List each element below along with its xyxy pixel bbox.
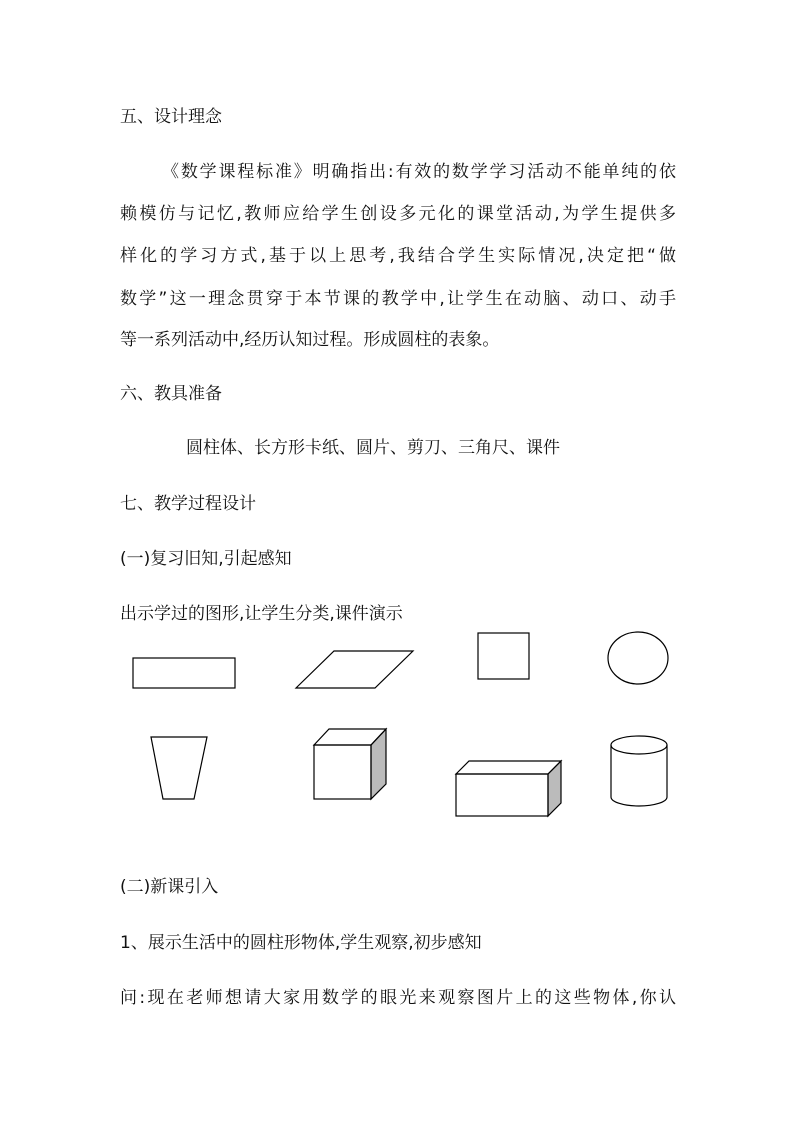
teacher-question: 问:现在老师想请大家用数学的眼光来观察图片上的这些物体,你认 [120, 988, 676, 1008]
subsection-heading-review: (一)复习旧知,引起感知 [120, 549, 292, 569]
new-lesson-item-1: 1、展示生活中的圆柱形物体,学生观察,初步感知 [120, 933, 482, 953]
paragraph-line: 赖模仿与记忆,教师应给学生创设多元化的课堂活动,为学生提供多 [120, 204, 676, 224]
circle-shape [608, 632, 668, 684]
section-heading-design-concept: 五、设计理念 [120, 107, 222, 127]
paragraph-line: 《数学课程标准》明确指出:有效的数学学习活动不能单纯的依 [162, 162, 676, 182]
cuboid-shape [456, 761, 561, 816]
trapezoid-shape [151, 737, 207, 799]
paragraph-line: 样化的学习方式,基于以上思考,我结合学生实际情况,决定把“做 [120, 246, 676, 266]
section-heading-teaching-process: 七、教学过程设计 [120, 494, 256, 514]
paragraph-line: 数学”这一理念贯穿于本节课的教学中,让学生在动脑、动口、动手 [120, 289, 676, 309]
cylinder-shape [611, 736, 667, 806]
square-shape [478, 633, 529, 679]
subsection-heading-new-lesson: (二)新课引入 [120, 877, 219, 897]
teaching-aids-list: 圆柱体、长方形卡纸、圆片、剪刀、三角尺、课件 [186, 438, 560, 458]
parallelogram-shape [296, 651, 413, 688]
cube-shape [314, 729, 386, 799]
paragraph-line: 等一系列活动中,经历认知过程。形成圆柱的表象。 [120, 330, 500, 350]
review-instruction: 出示学过的图形,让学生分类,课件演示 [120, 604, 403, 624]
section-heading-teaching-aids: 六、教具准备 [120, 384, 222, 404]
rectangle-shape [133, 658, 235, 688]
